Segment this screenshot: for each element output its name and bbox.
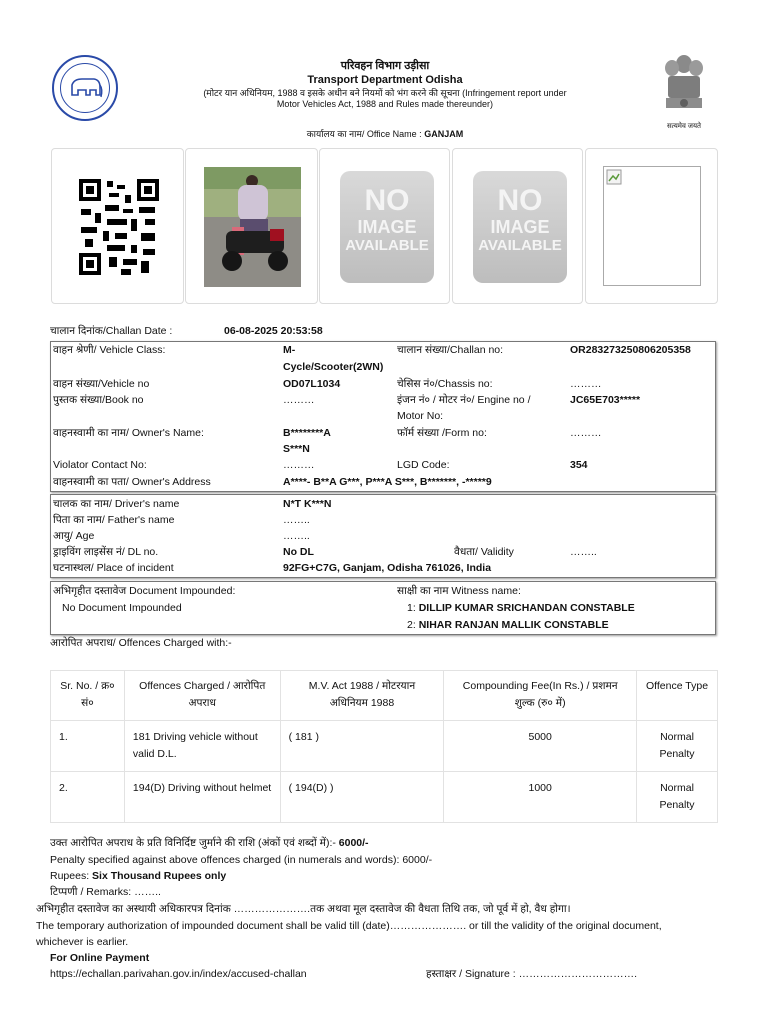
office-label: कार्यालय का नाम/ Office Name : bbox=[306, 129, 425, 139]
father-name-value: …….. bbox=[283, 514, 310, 526]
col-sr-no: Sr. No. / क्र० सं० bbox=[51, 671, 125, 721]
dl-no-value: No DL bbox=[283, 546, 314, 558]
mv-act-cell: ( 194(D) ) bbox=[280, 772, 444, 823]
emblem-caption: सत्यमेव जयते bbox=[666, 123, 702, 130]
temp-authorization-english-1: The temporary authorization of impounded document shall be valid till (date)…………………. or till the validity of the original document, bbox=[36, 920, 662, 932]
rupees-in-words bbox=[50, 869, 226, 884]
odisha-seal-logo bbox=[52, 55, 118, 121]
validity-value: …….. bbox=[570, 546, 597, 558]
driver-info-box bbox=[50, 494, 716, 578]
temp-authorization-hindi: अभिगृहीत दस्तावेज का अस्थायी अधिकारपत्र दिनांक ………………….तक अथवा मूल दस्तावेज की वैधता तिथि तक, जो पूर्व में हो, वैध होगा। bbox=[36, 903, 571, 915]
vehicle-info-box bbox=[50, 341, 716, 492]
offence-table-header-row bbox=[51, 671, 718, 721]
challan-date-label: चालान दिनांक/Challan Date : bbox=[50, 325, 173, 337]
col-mv-act: M.V. Act 1988 / मोटरयान अधिनियम 1988 bbox=[280, 671, 444, 721]
offence-cell: 194(D) Driving without helmet bbox=[124, 772, 280, 823]
sr-no-cell: 1. bbox=[51, 721, 125, 772]
online-payment-label: For Online Payment bbox=[50, 952, 150, 964]
remarks: टिप्पणी / Remarks: …….. bbox=[50, 886, 161, 898]
impound-witness-box bbox=[50, 581, 716, 635]
amount-hindi bbox=[50, 836, 369, 851]
vehicle-no-label: वाहन संख्या/Vehicle no bbox=[53, 378, 150, 390]
challan-no-label: चालान संख्या/Challan no: bbox=[397, 344, 504, 356]
lgd-code-value: 354 bbox=[570, 459, 588, 471]
challan-no-value: OR283273250806205358 bbox=[570, 344, 691, 356]
vehicle-class-label: वाहन श्रेणी/ Vehicle Class: bbox=[53, 344, 166, 356]
vehicle-class-value-1: M- bbox=[283, 344, 296, 356]
amount-hindi-label: उक्त आरोपित अपराध के प्रति विनिर्दिष्ट जुर्माने की राशि (अंकों एवं शब्दों में):- bbox=[50, 837, 339, 849]
mv-act-cell: ( 181 ) bbox=[280, 721, 444, 772]
witness-2-prefix: 2: bbox=[407, 619, 419, 631]
col-offences-charged: Offences Charged / आरोपित अपराध bbox=[124, 671, 280, 721]
penalty-english: Penalty specified against above offences charged (in numerals and words): 6000/- bbox=[50, 854, 433, 866]
age-value: …….. bbox=[283, 530, 310, 542]
challan-date-value: 06-08-2025 20:53:58 bbox=[224, 325, 323, 337]
owner-name-label: वाहनस्वामी का नाम/ Owner's Name: bbox=[53, 427, 204, 439]
broken-image-frame bbox=[603, 166, 701, 286]
owner-address-value: A****- B**A G***, P***A S***, B*******, -*****9 bbox=[283, 476, 492, 488]
offence-type-cell: Normal Penalty bbox=[637, 721, 718, 772]
office-value: GANJAM bbox=[424, 129, 464, 139]
photo-placeholder-1 bbox=[319, 148, 450, 304]
witness-2 bbox=[407, 618, 609, 633]
elephant-icon bbox=[68, 75, 104, 101]
office-name bbox=[150, 127, 620, 140]
validity-label: वैधता/ Validity bbox=[454, 546, 514, 558]
chassis-no-label: चेसिस नं०/Chassis no: bbox=[397, 378, 493, 390]
owner-name-value-1: B********A bbox=[283, 427, 331, 439]
offences-heading: आरोपित अपराध/ Offences Charged with:- bbox=[50, 637, 232, 649]
engine-no-value: JC65E703***** bbox=[570, 394, 641, 406]
age-label: आयु/ Age bbox=[53, 530, 95, 542]
dl-no-label: ड्राइविंग लाइसेंस नं/ DL no. bbox=[53, 546, 159, 558]
witness-name-label: साक्षी का नाम Witness name: bbox=[397, 585, 521, 597]
book-no-value: ……… bbox=[283, 394, 315, 406]
contact-label: Violator Contact No: bbox=[53, 459, 147, 471]
online-payment-link[interactable]: https://echallan.parivahan.gov.in/index/accused-challan bbox=[50, 968, 307, 980]
broken-image-icon bbox=[606, 169, 622, 185]
photo-placeholder-2 bbox=[452, 148, 583, 304]
vehicle-no-value: OD07L1034 bbox=[283, 378, 341, 390]
contact-value: ……… bbox=[283, 459, 315, 471]
fee-cell: 1000 bbox=[444, 772, 637, 823]
vehicle-class-value-2: Cycle/Scooter(2WN) bbox=[283, 361, 384, 373]
header-subtitle-line2: Motor Vehicles Act, 1988 and Rules made thereunder) bbox=[276, 99, 494, 109]
col-compounding-fee: Compounding Fee(In Rs.) / प्रशमन शुल्क (रु० में) bbox=[444, 671, 637, 721]
witness-2-name: NIHAR RANJAN MALLIK CONSTABLE bbox=[418, 619, 609, 631]
sr-no-cell: 2. bbox=[51, 772, 125, 823]
photo-placeholder-3 bbox=[585, 148, 718, 304]
owner-address-label: वाहनस्वामी का पता/ Owner's Address bbox=[53, 476, 211, 488]
national-emblem-icon bbox=[658, 50, 710, 128]
amount-hindi-value: 6000/- bbox=[338, 837, 369, 849]
incident-photo-panel bbox=[185, 148, 318, 304]
offence-table bbox=[50, 670, 718, 823]
offence-type-cell: Normal Penalty bbox=[637, 772, 718, 823]
table-row bbox=[51, 721, 718, 772]
driver-name-value: N*T K***N bbox=[283, 498, 332, 510]
owner-name-value-2: S***N bbox=[283, 443, 310, 455]
rupees-value: Six Thousand Rupees only bbox=[92, 870, 227, 882]
document-impounded-label: अभिगृहीत दस्तावेज Document Impounded: bbox=[53, 585, 236, 597]
form-no-value: ……… bbox=[570, 427, 602, 439]
incident-photo[interactable] bbox=[204, 167, 301, 287]
book-no-label: पुस्तक संख्या/Book no bbox=[53, 394, 144, 406]
signature-line: हस्ताक्षर / Signature : ……………………………. bbox=[426, 968, 638, 980]
engine-no-label-2: Motor No: bbox=[397, 410, 444, 422]
driver-name-label: चालक का नाम/ Driver's name bbox=[53, 498, 180, 510]
header-subtitle-line1: (मोटर यान अधिनियम, 1988 व इसके अधीन बने नियमों को भंग करने की सूचना (Infringement report under bbox=[203, 88, 567, 98]
no-image-icon: NO IMAGE AVAILABLE bbox=[340, 171, 434, 283]
temp-authorization-english-2: whichever is earlier. bbox=[36, 936, 129, 948]
header-title-hindi: परिवहन विभाग उड़ीसा bbox=[340, 60, 430, 72]
fee-cell: 5000 bbox=[444, 721, 637, 772]
lgd-code-label: LGD Code: bbox=[397, 459, 450, 471]
witness-1 bbox=[407, 601, 635, 616]
form-no-label: फॉर्म संख्या /Form no: bbox=[397, 427, 487, 439]
chassis-no-value: ……… bbox=[570, 378, 602, 390]
witness-1-prefix: 1: bbox=[407, 602, 419, 614]
document-impounded-value: No Document Impounded bbox=[62, 602, 182, 614]
header-title-english: Transport Department Odisha bbox=[307, 74, 463, 86]
col-offence-type: Offence Type bbox=[637, 671, 718, 721]
no-image-icon: NO IMAGE AVAILABLE bbox=[473, 171, 567, 283]
qr-code-panel bbox=[51, 148, 184, 304]
place-of-incident-value: 92FG+C7G, Ganjam, Odisha 761026, India bbox=[283, 562, 492, 574]
rupees-label: Rupees: bbox=[50, 870, 93, 882]
place-of-incident-label: घटनास्थल/ Place of incident bbox=[53, 562, 174, 574]
witness-1-name: DILLIP KUMAR SRICHANDAN CONSTABLE bbox=[418, 602, 635, 614]
offence-cell: 181 Driving vehicle without valid D.L. bbox=[124, 721, 280, 772]
father-name-label: पिता का नाम/ Father's name bbox=[53, 514, 175, 526]
table-row bbox=[51, 772, 718, 823]
qr-code-icon[interactable] bbox=[79, 179, 159, 275]
engine-no-label-1: इंजन नं० / मोटर नं०/ Engine no / bbox=[397, 394, 531, 406]
